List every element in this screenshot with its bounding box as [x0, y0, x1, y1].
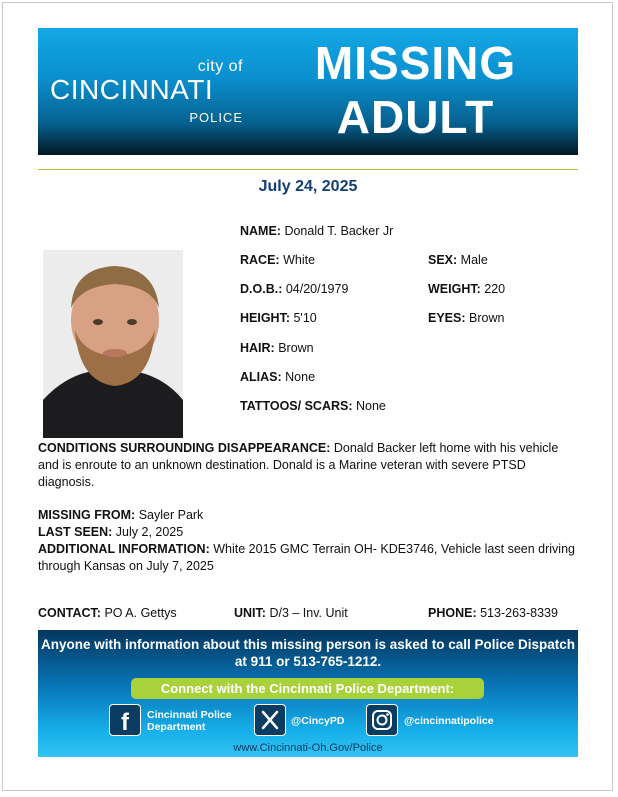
facebook-label[interactable]	[147, 709, 232, 733]
last-seen-label: LAST SEEN:	[38, 525, 113, 539]
field-sex-label: SEX:	[428, 253, 458, 267]
headline-line1: MISSING	[314, 37, 517, 89]
header-banner	[38, 28, 578, 155]
last-seen-line	[38, 524, 578, 541]
field-alias	[240, 370, 315, 384]
conditions-paragraph	[38, 440, 578, 491]
contact-phone	[428, 606, 558, 620]
x-icon[interactable]	[254, 704, 286, 736]
field-dob-value: 04/20/1979	[285, 282, 349, 296]
missing-from-line	[38, 507, 578, 524]
missing-from-label: MISSING FROM:	[38, 508, 136, 522]
field-eyes-label: EYES:	[428, 311, 466, 325]
contact-value: PO A. Gettys	[104, 606, 177, 620]
svg-text:f: f	[121, 709, 129, 735]
website-link[interactable]: www.Cincinnati-Oh.Gov/Police	[233, 742, 383, 754]
missing-person-photo	[43, 250, 183, 438]
field-race-value: White	[283, 253, 316, 267]
x-handle[interactable]: @CincyPD	[291, 715, 345, 727]
unit-value: D/3 – Inv. Unit	[269, 606, 348, 620]
cincinnati-police-logo	[50, 58, 245, 128]
conditions-label: CONDITIONS SURROUNDING DISAPPEARANCE:	[38, 441, 331, 455]
contact-unit	[234, 606, 348, 620]
field-height-value: 5'10	[293, 311, 317, 325]
conditions-value: Donald Backer left home with his vehicle and is enroute to an unknown destination. Donald is a Marine veteran with severe PTSD diagnosis.	[38, 441, 559, 489]
contact-label: CONTACT:	[38, 606, 101, 620]
field-weight-label: WEIGHT:	[428, 282, 481, 296]
field-weight	[428, 282, 505, 296]
field-dob	[240, 282, 348, 296]
headline-line2: ADULT	[336, 91, 495, 143]
additional-info-label: ADDITIONAL INFORMATION:	[38, 542, 210, 556]
logo-name-text: CINCINNATI	[50, 74, 214, 105]
bulletin-date: July 24, 2025	[258, 178, 358, 195]
field-weight-value: 220	[484, 282, 506, 296]
dispatch-notice: Anyone with information about this missing person is asked to call Police Dispatch at 911 or 513-765-1212.	[40, 637, 576, 669]
facebook-link[interactable]	[109, 704, 249, 738]
field-alias-value: None	[285, 370, 316, 384]
field-eyes-value: Brown	[469, 311, 505, 325]
field-race-label: RACE:	[240, 253, 280, 267]
instagram-link[interactable]	[366, 704, 516, 738]
field-name-value: Donald T. Backer Jr	[284, 224, 394, 238]
field-sex-value: Male	[460, 253, 488, 267]
phone-value: 513-263-8339	[480, 606, 558, 620]
logo-police-text: POLICE	[189, 110, 243, 125]
facebook-label-line2: Department	[147, 721, 206, 733]
divider-rule	[38, 169, 578, 170]
logo-city-text: city of	[197, 58, 243, 75]
footer-banner	[38, 630, 578, 757]
field-tattoos-label: TATTOOS/ SCARS:	[240, 399, 353, 413]
facebook-icon[interactable]	[109, 704, 141, 736]
field-alias-label: ALIAS:	[240, 370, 282, 384]
phone-label: PHONE:	[428, 606, 477, 620]
field-height-label: HEIGHT:	[240, 311, 290, 325]
field-tattoos-value: None	[355, 399, 386, 413]
field-sex	[428, 253, 488, 267]
field-hair	[240, 341, 314, 355]
instagram-icon[interactable]	[366, 704, 398, 736]
last-seen-value: July 2, 2025	[115, 525, 184, 539]
additional-info-value: White 2015 GMC Terrain OH- KDE3746, Vehicle last seen driving through Kansas on July 7, 2025	[38, 542, 575, 573]
field-tattoos	[240, 399, 386, 413]
facebook-label-line1: Cincinnati Police	[147, 709, 232, 721]
instagram-handle[interactable]: @cincinnatipolice	[404, 715, 494, 727]
contact-officer	[38, 606, 177, 620]
field-eyes	[428, 311, 504, 325]
field-name	[240, 224, 393, 238]
x-link[interactable]	[254, 704, 354, 738]
field-dob-label: D.O.B.:	[240, 282, 283, 296]
additional-info-paragraph	[38, 541, 578, 575]
headline	[288, 36, 543, 144]
connect-banner: Connect with the Cincinnati Police Department:	[131, 678, 484, 699]
field-height	[240, 311, 317, 325]
missing-from-value: Sayler Park	[138, 508, 204, 522]
field-name-label: NAME:	[240, 224, 281, 238]
field-hair-value: Brown	[278, 341, 314, 355]
unit-label: UNIT:	[234, 606, 266, 620]
field-race	[240, 253, 315, 267]
field-hair-label: HAIR:	[240, 341, 275, 355]
